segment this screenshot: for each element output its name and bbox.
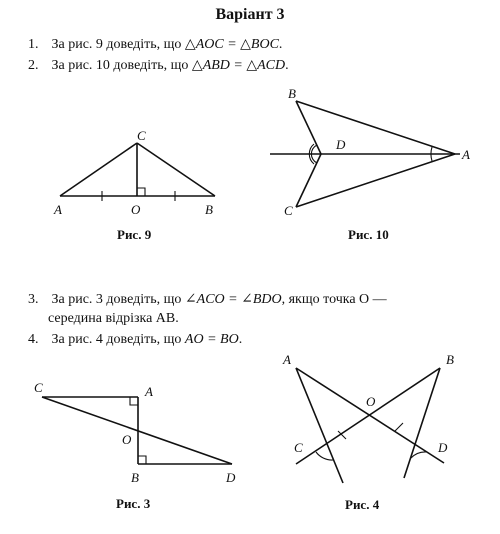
task-tail: . — [278, 37, 283, 52]
right-angle-mark — [130, 397, 138, 405]
variant-title: Варіант 3 — [215, 6, 285, 23]
task-number: 1. — [28, 37, 39, 52]
segment-ac — [296, 368, 343, 483]
label-c: C — [137, 128, 146, 143]
task-number: 4. — [28, 332, 39, 347]
label-c: C — [34, 380, 43, 395]
task-tail: . — [285, 58, 289, 73]
task-math: △AOC = △BOC — [184, 37, 279, 52]
tick-mark — [395, 423, 403, 431]
segment-bd — [404, 368, 440, 478]
segment-ca — [296, 154, 455, 207]
task-math: ∠ACO = ∠BDO — [184, 292, 282, 307]
label-d: D — [226, 470, 236, 485]
label-c: C — [294, 440, 303, 455]
label-a: A — [462, 147, 470, 162]
right-angle-mark — [137, 188, 145, 196]
task-number: 2. — [28, 58, 39, 73]
task-number: 3. — [28, 292, 39, 307]
task-math: AO = BO — [184, 332, 239, 347]
task-text: За рис. 3 доведіть, що — [51, 292, 182, 307]
label-a: A — [54, 202, 62, 217]
figure-3 — [34, 380, 236, 485]
label-d: D — [438, 440, 448, 455]
label-c: C — [284, 203, 293, 218]
angle-arc — [411, 452, 427, 458]
right-angle-mark — [138, 456, 146, 464]
segment-cd — [296, 154, 321, 207]
caption-fig-9: Рис. 9 — [117, 227, 152, 242]
task-math: △ABD = △ACD — [191, 58, 286, 73]
task-text: За рис. 4 доведіть, що — [51, 332, 182, 347]
figure-4 — [282, 352, 454, 483]
caption-fig-10: Рис. 10 — [348, 227, 389, 242]
segment-ac — [60, 143, 137, 196]
label-d: D — [336, 137, 346, 152]
task-continuation: середина відрізка AB. — [48, 311, 179, 326]
segment-cd — [42, 397, 232, 464]
figure-10 — [270, 86, 470, 218]
label-b: B — [446, 352, 454, 367]
label-b: B — [131, 470, 139, 485]
caption-fig-4: Рис. 4 — [345, 497, 380, 512]
segment-bd — [296, 101, 321, 154]
label-o: O — [366, 394, 376, 409]
segment-ba — [296, 101, 455, 154]
task-text: За рис. 10 доведіть, що — [51, 58, 189, 73]
figure-9 — [53, 128, 215, 217]
label-b: B — [288, 86, 296, 101]
label-a: A — [283, 352, 291, 367]
task-tail: , якщо точка O — — [281, 292, 387, 307]
label-o: O — [122, 432, 132, 447]
label-b: B — [205, 202, 213, 217]
task-tail: . — [238, 332, 243, 347]
label-o: O — [131, 202, 141, 217]
segment-bc — [137, 143, 215, 196]
caption-fig-3: Рис. 3 — [116, 496, 151, 511]
task-text: За рис. 9 доведіть, що — [51, 37, 182, 52]
label-a: A — [145, 384, 153, 399]
